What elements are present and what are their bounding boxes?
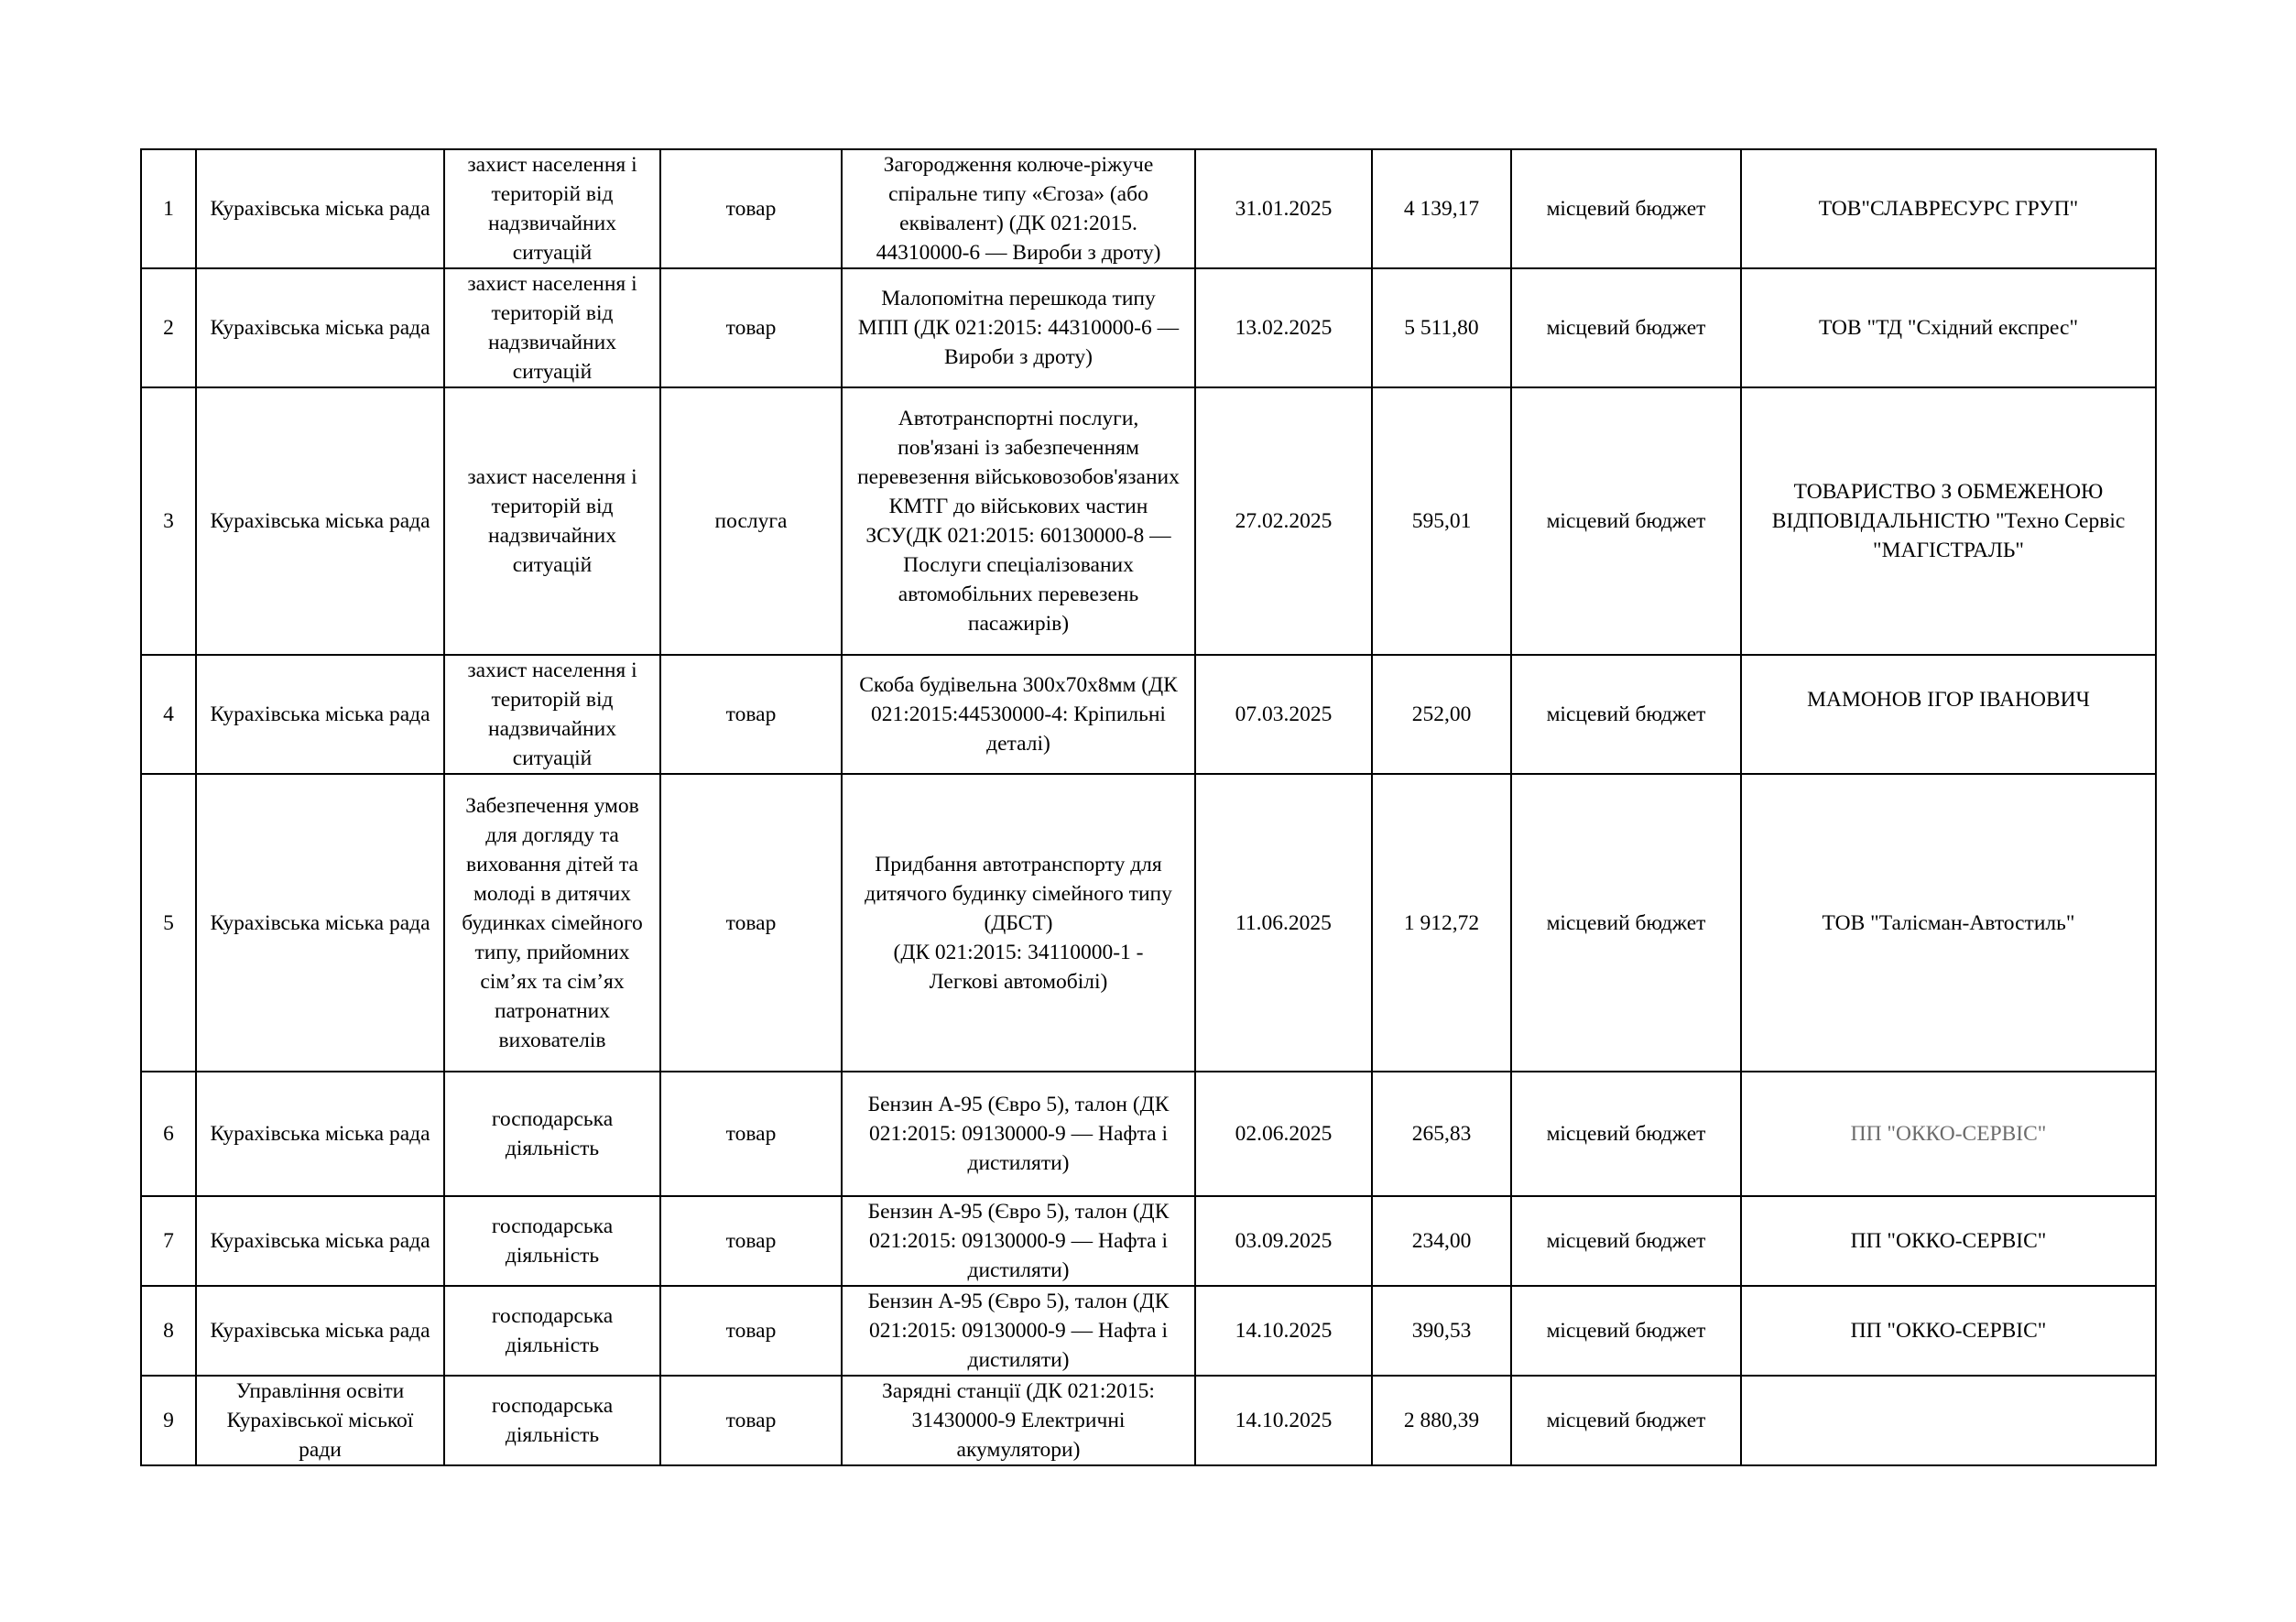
- funding-source: місцевий бюджет: [1511, 1072, 1741, 1196]
- funding-source: місцевий бюджет: [1511, 1286, 1741, 1376]
- row-number: 1: [141, 149, 196, 268]
- organization: Курахівська міська рада: [196, 268, 444, 387]
- organization: Курахівська міська рада: [196, 1072, 444, 1196]
- organization: Курахівська міська рада: [196, 1196, 444, 1286]
- row-number: 3: [141, 387, 196, 655]
- organization: Курахівська міська рада: [196, 655, 444, 774]
- item-type: товар: [660, 1286, 842, 1376]
- item-description: Бензин А-95 (Євро 5), талон (ДК 021:2015: 09130000-9 — Нафта і дистиляти): [842, 1196, 1195, 1286]
- supplier: ПП "ОККО-СЕРВІС": [1741, 1072, 2156, 1196]
- purpose: господарська діяльність: [444, 1072, 660, 1196]
- table-row: [141, 268, 2156, 387]
- item-description: Загородження колюче-ріжуче спіральне типу «Єгоза» (або еквівалент) (ДК 021:2015. 44310000-6 — Вироби з дроту): [842, 149, 1195, 268]
- organization: Курахівська міська рада: [196, 387, 444, 655]
- item-description: Автотранспортні послуги, пов'язані із забезпеченням перевезення військовозобов'язаних КМТГ до військових частин ЗСУ(ДК 021:2015: 60130000-8 — Послуги спеціалізованих автомобільних перевезень пасажирів): [842, 387, 1195, 655]
- supplier: ТОВ"СЛАВРЕСУРС ГРУП": [1741, 149, 2156, 268]
- table-row: [141, 655, 2156, 774]
- amount: 252,00: [1372, 655, 1511, 774]
- amount: 265,83: [1372, 1072, 1511, 1196]
- funding-source: місцевий бюджет: [1511, 268, 1741, 387]
- supplier: ПП "ОККО-СЕРВІС": [1741, 1196, 2156, 1286]
- purpose: захист населення і територій від надзвичайних ситуацій: [444, 149, 660, 268]
- item-type: товар: [660, 149, 842, 268]
- purpose: господарська діяльність: [444, 1286, 660, 1376]
- item-description: Скоба будівельна 300х70х8мм (ДК 021:2015:44530000-4: Кріпильні деталі): [842, 655, 1195, 774]
- row-number: 7: [141, 1196, 196, 1286]
- purchase-date: 02.06.2025: [1195, 1072, 1372, 1196]
- supplier: ПП "ОККО-СЕРВІС": [1741, 1286, 2156, 1376]
- table-row: [141, 1196, 2156, 1286]
- supplier: [1741, 1376, 2156, 1465]
- item-description: Бензин А-95 (Євро 5), талон (ДК 021:2015: 09130000-9 — Нафта і дистиляти): [842, 1072, 1195, 1196]
- table-row: [141, 149, 2156, 268]
- supplier: ТОВ "Талісман-Автостиль": [1741, 774, 2156, 1072]
- row-number: 6: [141, 1072, 196, 1196]
- row-number: 9: [141, 1376, 196, 1465]
- amount: 2 880,39: [1372, 1376, 1511, 1465]
- supplier: ТОВАРИСТВО З ОБМЕЖЕНОЮ ВІДПОВІДАЛЬНІСТЮ "Техно Сервіс "МАГІСТРАЛЬ": [1741, 387, 2156, 655]
- table-row: [141, 387, 2156, 655]
- row-number: 8: [141, 1286, 196, 1376]
- purchase-date: 07.03.2025: [1195, 655, 1372, 774]
- funding-source: місцевий бюджет: [1511, 1196, 1741, 1286]
- table-row: [141, 774, 2156, 1072]
- item-type: товар: [660, 1196, 842, 1286]
- amount: 5 511,80: [1372, 268, 1511, 387]
- item-type: товар: [660, 268, 842, 387]
- funding-source: місцевий бюджет: [1511, 1376, 1741, 1465]
- amount: 4 139,17: [1372, 149, 1511, 268]
- purchase-date: 31.01.2025: [1195, 149, 1372, 268]
- table-row: [141, 1072, 2156, 1196]
- amount: 595,01: [1372, 387, 1511, 655]
- amount: 234,00: [1372, 1196, 1511, 1286]
- procurement-table: [140, 148, 2157, 1466]
- purpose: захист населення і територій від надзвичайних ситуацій: [444, 387, 660, 655]
- item-type: товар: [660, 655, 842, 774]
- purpose: захист населення і територій від надзвичайних ситуацій: [444, 268, 660, 387]
- table-row: [141, 1286, 2156, 1376]
- supplier: ТОВ "ТД "Східний експрес": [1741, 268, 2156, 387]
- purchase-date: 14.10.2025: [1195, 1376, 1372, 1465]
- purchase-date: 13.02.2025: [1195, 268, 1372, 387]
- item-type: товар: [660, 1072, 842, 1196]
- funding-source: місцевий бюджет: [1511, 149, 1741, 268]
- purchase-date: 03.09.2025: [1195, 1196, 1372, 1286]
- item-description: Зарядні станції (ДК 021:2015: 31430000-9 Електричні акумулятори): [842, 1376, 1195, 1465]
- amount: 390,53: [1372, 1286, 1511, 1376]
- purchase-date: 27.02.2025: [1195, 387, 1372, 655]
- item-type: послуга: [660, 387, 842, 655]
- item-description: Придбання автотранспорту для дитячого будинку сімейного типу (ДБСТ) (ДК 021:2015: 34110000-1 - Легкові автомобілі): [842, 774, 1195, 1072]
- row-number: 2: [141, 268, 196, 387]
- purchase-date: 11.06.2025: [1195, 774, 1372, 1072]
- organization: Курахівська міська рада: [196, 149, 444, 268]
- row-number: 4: [141, 655, 196, 774]
- item-type: товар: [660, 774, 842, 1072]
- item-type: товар: [660, 1376, 842, 1465]
- item-description: Бензин А-95 (Євро 5), талон (ДК 021:2015: 09130000-9 — Нафта і дистиляти): [842, 1286, 1195, 1376]
- funding-source: місцевий бюджет: [1511, 774, 1741, 1072]
- organization: Управління освіти Курахівської міської ради: [196, 1376, 444, 1465]
- funding-source: місцевий бюджет: [1511, 387, 1741, 655]
- purpose: господарська діяльність: [444, 1196, 660, 1286]
- table-row: [141, 1376, 2156, 1465]
- purpose: господарська діяльність: [444, 1376, 660, 1465]
- row-number: 5: [141, 774, 196, 1072]
- amount: 1 912,72: [1372, 774, 1511, 1072]
- purpose: Забезпечення умов для догляду та виховання дітей та молоді в дитячих будинках сімейного типу, прийомних сім’ях та сім’ях патронатних вихователів: [444, 774, 660, 1072]
- purpose: захист населення і територій від надзвичайних ситуацій: [444, 655, 660, 774]
- item-description: Малопомітна перешкода типу МПП (ДК 021:2015: 44310000-6 — Вироби з дроту): [842, 268, 1195, 387]
- organization: Курахівська міська рада: [196, 774, 444, 1072]
- organization: Курахівська міська рада: [196, 1286, 444, 1376]
- supplier: МАМОНОВ ІГОР ІВАНОВИЧ: [1741, 655, 2156, 774]
- purchase-date: 14.10.2025: [1195, 1286, 1372, 1376]
- funding-source: місцевий бюджет: [1511, 655, 1741, 774]
